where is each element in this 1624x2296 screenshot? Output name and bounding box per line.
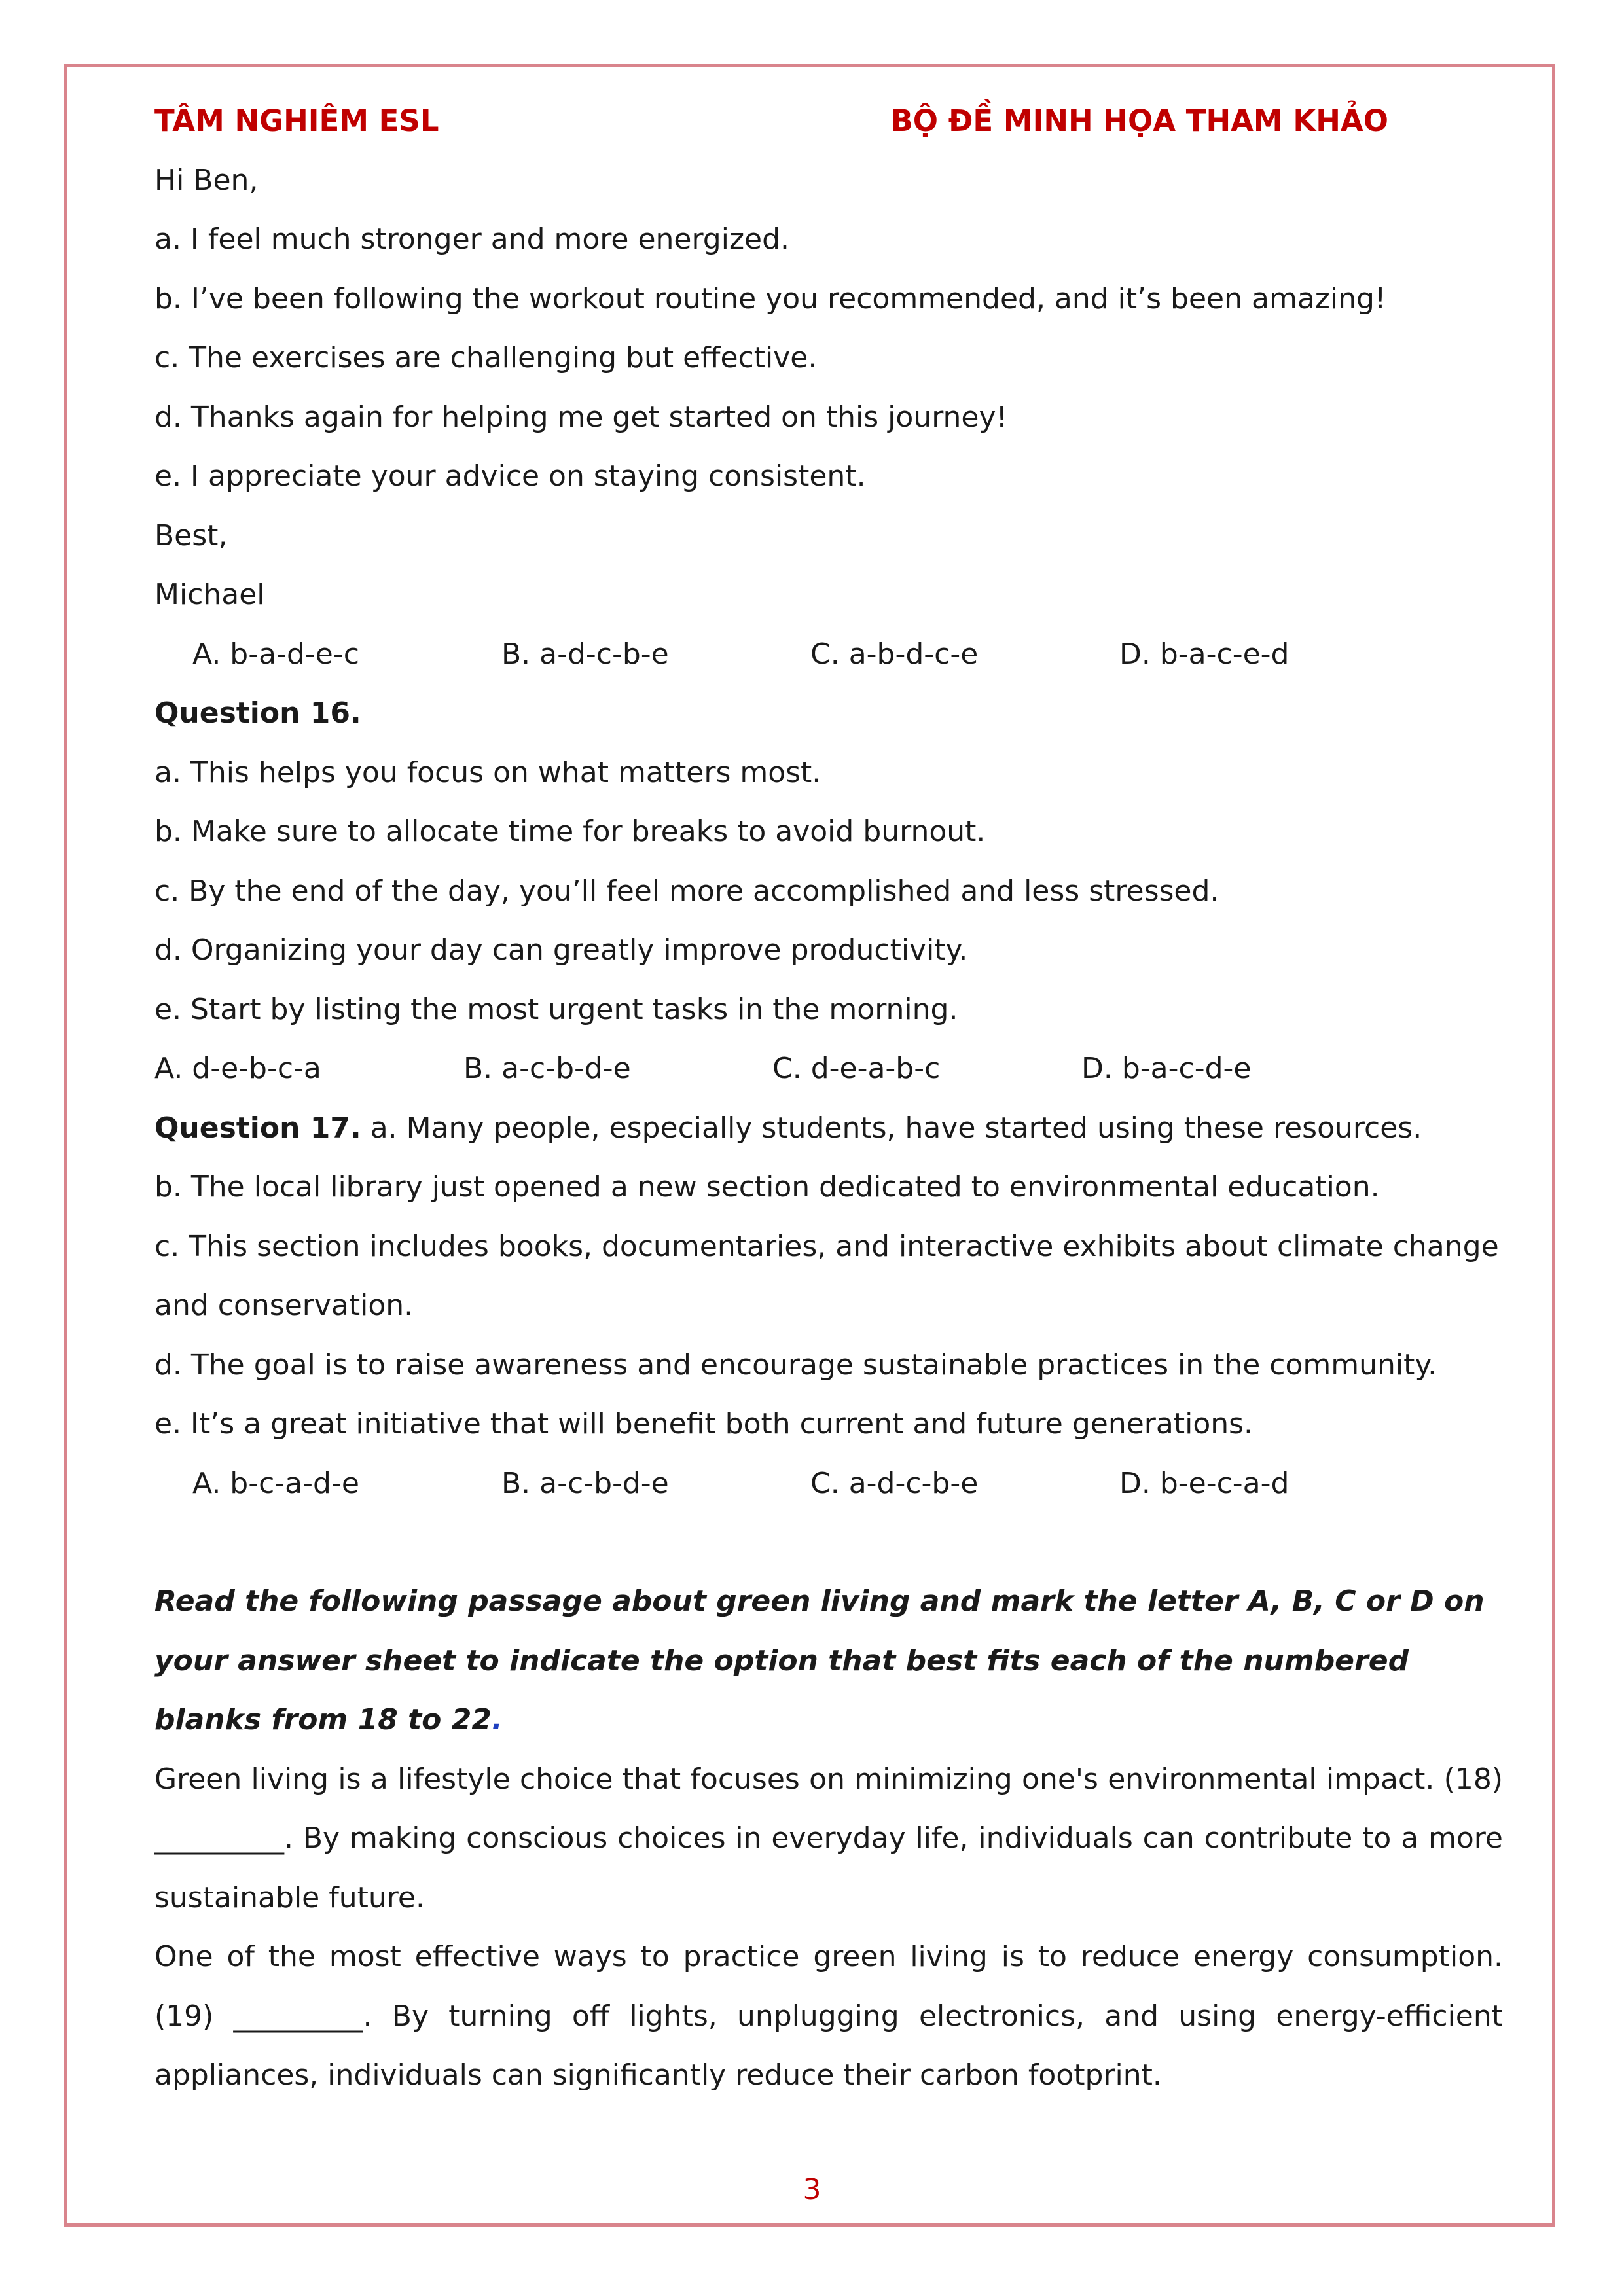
passage-paragraph: One of the most effective ways to practice green living is to reduce energy consumption. (19) _________. By turning off lights, unplugging electronics, and using energy-efficient appliances, individuals can significantly reduce their carbon footprint. [154, 1940, 1503, 2092]
passage-instruction-line: Read the following passage about green living and mark the letter A, B, C or D on [154, 1585, 1485, 1618]
option-c: C. d-e-a-b-c [772, 1052, 941, 1085]
page-content [154, 92, 1503, 2106]
q17-line: b. The local library just opened a new section dedicated to environmental education. [154, 1170, 1380, 1204]
q17-line: a. Many people, especially students, have started using these resources. [361, 1111, 1422, 1145]
q16-line: b. Make sure to allocate time for breaks to avoid burnout. [154, 815, 986, 848]
passage-instruction-end: . [491, 1703, 503, 1736]
option-c: C. a-d-c-b-e [810, 1466, 979, 1500]
letter-line: b. I’ve been following the workout routine you recommended, and it’s been amazing! [154, 281, 1386, 315]
letter-line: e. I appreciate your advice on staying consistent. [154, 459, 866, 493]
question-16-title: Question 16. [154, 696, 361, 730]
page-number: 3 [803, 2173, 821, 2206]
passage-instruction-line: your answer sheet to indicate the option that best fits each of the numbered [154, 1643, 1409, 1677]
option-a: A. d-e-b-c-a [154, 1052, 321, 1085]
page-header [154, 92, 1503, 151]
q17-line: d. The goal is to raise awareness and encourage sustainable practices in the community. [154, 1348, 1437, 1382]
option-b: B. a-d-c-b-e [501, 637, 669, 671]
q16-line: e. Start by listing the most urgent tasks in the morning. [154, 992, 958, 1026]
q17-line: c. This section includes books, documentaries, and interactive exhibits about climate change [154, 1229, 1499, 1263]
passage-paragraph: Green living is a lifestyle choice that focuses on minimizing one's environmental impact. (18) _________. By making conscious choices in everyday life, individuals can contribute to a more sustainable future. [154, 1762, 1503, 1914]
question-17-first-line [154, 1099, 1503, 1158]
option-b: B. a-c-b-d-e [463, 1052, 631, 1085]
passage-instruction-line [154, 1691, 1503, 1750]
question-17-title: Question 17. [154, 1111, 361, 1145]
header-left: TÂM NGHIÊM ESL [154, 103, 439, 138]
q16-line: d. Organizing your day can greatly improve productivity. [154, 933, 968, 967]
letter-line: c. The exercises are challenging but effective. [154, 341, 818, 374]
option-d: D. b-a-c-d-e [1081, 1052, 1252, 1085]
option-d: D. b-e-c-a-d [1119, 1466, 1290, 1500]
letter-line: d. Thanks again for helping me get started on this journey! [154, 400, 1008, 434]
q16-options [154, 1039, 1503, 1099]
letter-closing: Best, [154, 518, 228, 552]
letter-line: a. I feel much stronger and more energized. [154, 223, 790, 256]
q16-line: a. This helps you focus on what matters most. [154, 755, 821, 789]
option-c: C. a-b-d-c-e [810, 637, 979, 671]
option-d: D. b-a-c-e-d [1119, 637, 1290, 671]
q15-options [154, 625, 1503, 685]
passage-instruction-text: blanks from 18 to 22 [154, 1703, 492, 1736]
letter-signature: Michael [154, 578, 265, 611]
q16-line: c. By the end of the day, you’ll feel more accomplished and less stressed. [154, 874, 1219, 908]
letter-greeting: Hi Ben, [154, 163, 259, 197]
option-a: A. b-c-a-d-e [192, 1466, 359, 1500]
header-right: BỘ ĐỀ MINH HỌA THAM KHẢO [890, 103, 1388, 138]
q17-options [154, 1454, 1503, 1514]
option-a: A. b-a-d-e-c [192, 637, 359, 671]
q17-line: and conservation. [154, 1289, 414, 1322]
spacer [154, 1513, 1503, 1572]
q17-line: e. It’s a great initiative that will benefit both current and future generations. [154, 1407, 1254, 1441]
option-b: B. a-c-b-d-e [501, 1466, 669, 1500]
